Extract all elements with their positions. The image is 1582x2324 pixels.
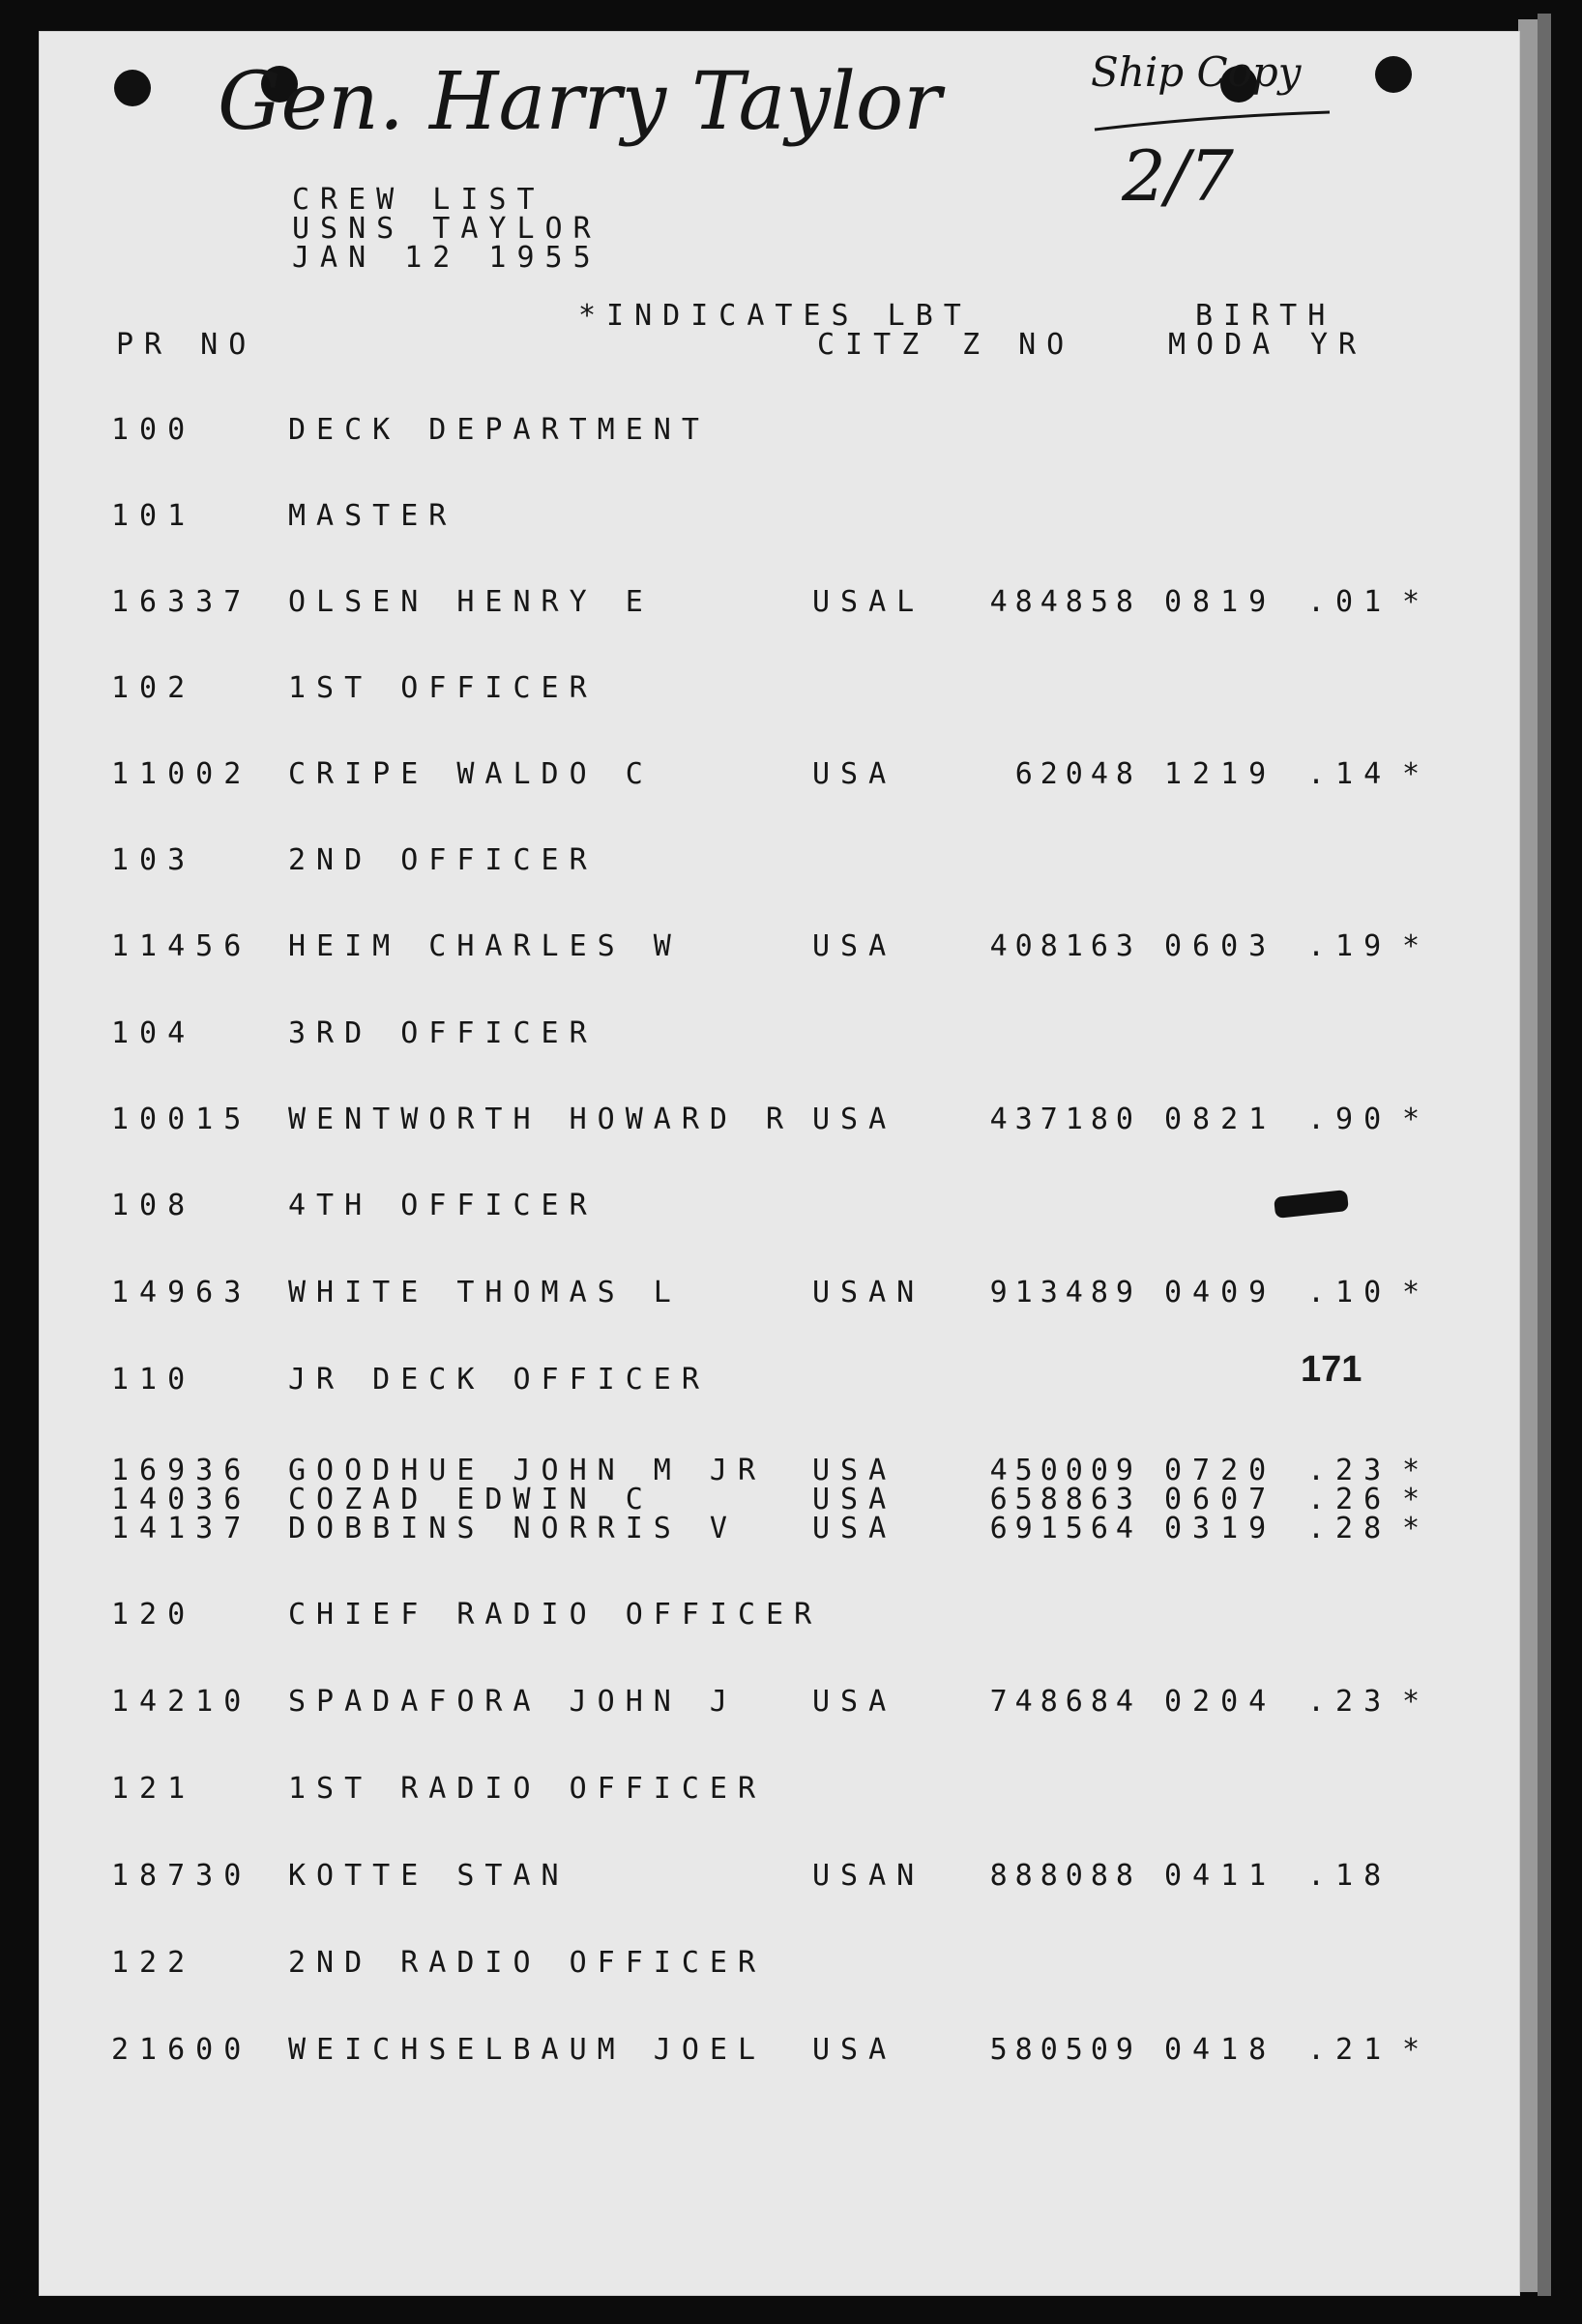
pr-no: 122 (111, 1946, 196, 1980)
birth-moda: 1219 (1164, 757, 1277, 791)
z-number: 450009 (989, 1454, 1141, 1487)
handwritten-underline (1093, 108, 1334, 137)
birth-moda: 0821 (1164, 1103, 1277, 1136)
birth-moda: 0819 (1164, 585, 1277, 619)
handwritten-note: Ship Copy (1091, 48, 1302, 96)
lbt-marker: * (1402, 1103, 1431, 1136)
crew-name: 1ST RADIO OFFICER (288, 1772, 767, 1806)
z-number: 408163 (989, 929, 1141, 963)
birth-yr: .14 (1307, 757, 1392, 791)
citizenship: USA (812, 1483, 897, 1516)
birth-yr: .90 (1307, 1103, 1392, 1136)
citizenship: USA (812, 1512, 897, 1545)
z-number: 62048 (1014, 757, 1141, 791)
z-number: 437180 (989, 1103, 1141, 1136)
lbt-marker: * (1402, 585, 1431, 619)
lbt-legend: *INDICATES LBT (578, 299, 972, 333)
lbt-marker: * (1402, 1276, 1431, 1309)
birth-moda: 0411 (1164, 1859, 1277, 1893)
paper-stack-edge (1518, 19, 1538, 2292)
crew-name: 2ND RADIO OFFICER (288, 1946, 767, 1980)
pr-no: 108 (111, 1189, 196, 1222)
pr-no: 103 (111, 843, 196, 877)
col-birth-header: BIRTH (1195, 299, 1336, 333)
crew-name: GOODHUE JOHN M JR (288, 1454, 767, 1487)
citizenship: USAN (812, 1859, 925, 1893)
crew-name: WENTWORTH HOWARD R (288, 1103, 795, 1136)
header-line-2: USNS TAYLOR (292, 212, 601, 246)
col-yr-header: YR (1310, 328, 1367, 362)
birth-moda: 0418 (1164, 2033, 1277, 2067)
birth-yr: .28 (1307, 1512, 1392, 1545)
col-pr-no-header: PR NO (116, 328, 257, 362)
birth-yr: .01 (1307, 585, 1392, 619)
pr-no: 11456 (111, 929, 252, 963)
birth-moda: 0409 (1164, 1276, 1277, 1309)
pr-no: 11002 (111, 757, 252, 791)
citizenship: USA (812, 1685, 897, 1719)
lbt-marker: * (1402, 929, 1431, 963)
col-moda-header: MODA (1168, 328, 1281, 362)
crew-name: WEICHSELBAUM JOEL (288, 2033, 767, 2067)
crew-name: 4TH OFFICER (288, 1189, 598, 1222)
pr-no: 110 (111, 1363, 196, 1397)
crew-name: CHIEF RADIO OFFICER (288, 1598, 823, 1632)
birth-yr: .23 (1307, 1454, 1392, 1487)
birth-moda: 0204 (1164, 1685, 1277, 1719)
z-number: 888088 (989, 1859, 1141, 1893)
crew-name: COZAD EDWIN C (288, 1483, 654, 1516)
pr-no: 16936 (111, 1454, 252, 1487)
crew-name: OLSEN HENRY E (288, 585, 654, 619)
header-line-3: JAN 12 1955 (292, 241, 601, 275)
birth-yr: .19 (1307, 929, 1392, 963)
birth-moda: 0720 (1164, 1454, 1277, 1487)
pr-no: 10015 (111, 1103, 252, 1136)
birth-yr: .18 (1307, 1859, 1392, 1893)
birth-yr: .23 (1307, 1685, 1392, 1719)
crew-name: 3RD OFFICER (288, 1016, 598, 1050)
birth-moda: 0319 (1164, 1512, 1277, 1545)
pr-no: 14036 (111, 1483, 252, 1516)
crew-name: MASTER (288, 499, 457, 533)
citizenship: USA (812, 2033, 897, 2067)
crew-name: 1ST OFFICER (288, 671, 598, 705)
pr-no: 102 (111, 671, 196, 705)
birth-yr: .10 (1307, 1276, 1392, 1309)
crew-name: HEIM CHARLES W (288, 929, 682, 963)
citizenship: USA (812, 757, 897, 791)
crew-name: KOTTE STAN (288, 1859, 570, 1893)
pr-no: 100 (111, 413, 196, 447)
birth-moda: 0603 (1164, 929, 1277, 963)
crew-name: WHITE THOMAS L (288, 1276, 682, 1309)
lbt-marker: * (1402, 1512, 1431, 1545)
crew-name: JR DECK OFFICER (288, 1363, 710, 1397)
pr-no: 101 (111, 499, 196, 533)
pr-no: 21600 (111, 2033, 252, 2067)
birth-moda: 0607 (1164, 1483, 1277, 1516)
pr-no: 18730 (111, 1859, 252, 1893)
birth-yr: .26 (1307, 1483, 1392, 1516)
punch-hole (1375, 56, 1412, 93)
z-number: 913489 (989, 1276, 1141, 1309)
pr-no: 104 (111, 1016, 196, 1050)
pr-no: 14963 (111, 1276, 252, 1309)
lbt-marker: * (1402, 1685, 1431, 1719)
col-citz-header: CITZ (817, 328, 930, 362)
crew-name: DECK DEPARTMENT (288, 413, 710, 447)
pr-no: 14210 (111, 1685, 252, 1719)
lbt-marker: * (1402, 2033, 1431, 2067)
pencil-mark: 171 (1301, 1349, 1362, 1390)
citizenship: USA (812, 929, 897, 963)
z-number: 658863 (989, 1483, 1141, 1516)
lbt-marker: * (1402, 1483, 1431, 1516)
document-page (39, 31, 1520, 2296)
paper-stack-edge (1538, 14, 1551, 2296)
crew-name: 2ND OFFICER (288, 843, 598, 877)
pr-no: 16337 (111, 585, 252, 619)
z-number: 748684 (989, 1685, 1141, 1719)
crew-name: SPADAFORA JOHN J (288, 1685, 738, 1719)
pr-no: 120 (111, 1598, 196, 1632)
citizenship: USAN (812, 1276, 925, 1309)
z-number: 691564 (989, 1512, 1141, 1545)
handwritten-name: Gen. Harry Taylor (218, 56, 942, 148)
header-line-1: CREW LIST (292, 183, 545, 217)
z-number: 484858 (989, 585, 1141, 619)
crew-name: CRIPE WALDO C (288, 757, 654, 791)
citizenship: USA (812, 1454, 897, 1487)
citizenship: USAL (812, 585, 925, 619)
handwritten-fraction: 2/7 (1122, 135, 1234, 217)
pr-no: 14137 (111, 1512, 252, 1545)
punch-hole (114, 70, 151, 106)
crew-name: DOBBINS NORRIS V (288, 1512, 738, 1545)
pr-no: 121 (111, 1772, 196, 1806)
col-zno-header: Z NO (962, 328, 1075, 362)
birth-yr: .21 (1307, 2033, 1392, 2067)
z-number: 580509 (989, 2033, 1141, 2067)
lbt-marker: * (1402, 1454, 1431, 1487)
lbt-marker: * (1402, 757, 1431, 791)
citizenship: USA (812, 1103, 897, 1136)
